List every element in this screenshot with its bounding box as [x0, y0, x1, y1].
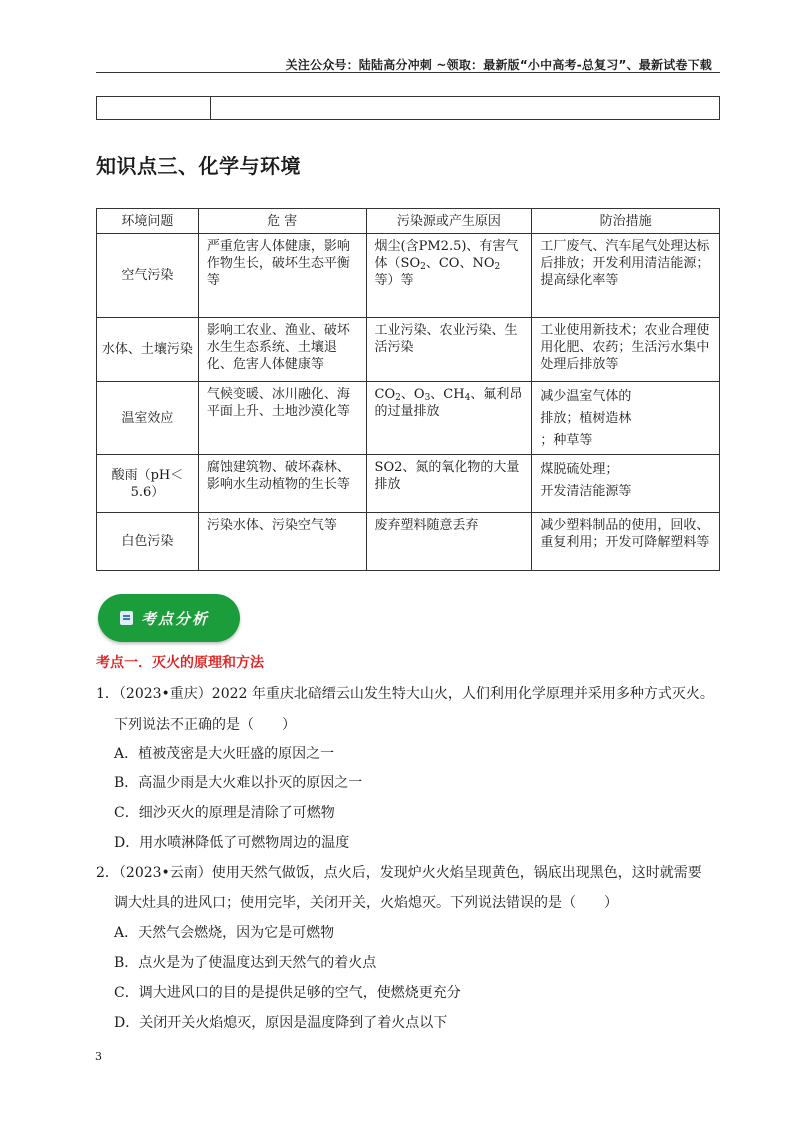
badge-label: 考点分析 [141, 609, 210, 628]
subscript: 4 [464, 393, 471, 403]
cell-issue: 酸雨（pH＜5.6） [97, 455, 199, 513]
table-row [97, 455, 720, 513]
question-1-option-d: D．用水喷淋降低了可燃物周边的温度 [114, 835, 350, 851]
notebook-icon [120, 611, 133, 625]
cause-text: 、氟利昂的过量排放 [374, 387, 523, 419]
question-1-stem: 1．（2023•重庆）2022 年重庆北碚缙云山发生特大山火，人们利用化学原理并采用多种方式灭火。 [96, 686, 714, 702]
table-row [97, 318, 720, 382]
question-2-option-a: A．天然气会燃烧，因为它是可燃物 [114, 925, 335, 941]
col-header-cause: 污染源或产生原因 [366, 209, 532, 234]
table-row [97, 513, 720, 571]
table-row [97, 382, 720, 455]
subscript: 2 [420, 262, 426, 272]
question-2-option-c: C．调大进风口的目的是提供足够的空气，使燃烧更充分 [114, 985, 461, 1001]
cause-text: CO [374, 387, 396, 402]
question-1-option-a: A．植被茂密是大火旺盛的原因之一 [114, 746, 335, 762]
cell-cause: 废弃塑料随意丢弃 [366, 513, 532, 571]
cell-measure: 工业使用新技术；农业合理使用化肥、农药；生活污水集中处理后排放等 [532, 318, 720, 382]
cell-harm: 影响工农业、渔业、破坏水生生态系统、土壤退化、危害人体健康等 [198, 318, 366, 382]
subscript: 2 [494, 262, 501, 272]
subscript: 3 [424, 393, 431, 403]
question-2-option-d: D．关闭开关火焰熄灭，原因是温度降到了着火点以下 [114, 1015, 448, 1031]
question-2-stem: 2．（2023•云南）使用天然气做饭，点火后，发现炉火火焰呈现黄色，锅底出现黑色，这时就需要 [96, 865, 702, 881]
question-1-option-b: B．高温少雨是大火难以扑灭的原因之一 [114, 775, 363, 791]
cell-issue: 空气污染 [97, 234, 199, 318]
cell-harm: 腐蚀建筑物、破坏森林、影响水生动植物的生长等 [198, 455, 366, 513]
table-divider [210, 97, 211, 119]
previous-table-fragment [96, 96, 720, 120]
measure-line: ；种草等 [540, 433, 593, 448]
cell-issue: 水体、土壤污染 [97, 318, 199, 382]
question-2-stem-cont: 调大灶具的进风口；使用完毕，关闭开关，火焰熄灭。下列说法错误的是（ ） [114, 895, 618, 911]
col-header-measure: 防治措施 [532, 209, 720, 234]
measure-line: 排放；植树造林 [540, 411, 632, 426]
col-header-issue: 环境问题 [97, 209, 199, 234]
environment-table [96, 208, 720, 571]
table-header-row [97, 209, 720, 234]
page-header: 关注公众号：陆陆高分冲刺 ~领取：最新版“小中高考-总复习”、最新试卷下载 [285, 58, 712, 72]
cell-cause [366, 234, 532, 318]
cell-measure [532, 455, 720, 513]
subscript: 2 [395, 393, 401, 403]
question-1-stem-cont: 下列说法不正确的是（ ） [114, 717, 296, 733]
header-rule [96, 72, 720, 73]
cell-issue: 温室效应 [97, 382, 199, 455]
cell-cause: 工业污染、农业污染、生活污染 [366, 318, 532, 382]
cause-text: 、CO、NO [425, 256, 495, 271]
page-number: 3 [95, 1050, 102, 1063]
cell-measure: 减少塑料制品的使用，回收、重复利用；开发可降解塑料等 [532, 513, 720, 571]
cell-measure [532, 382, 720, 455]
cause-text: 、O [400, 387, 425, 402]
kaodian-analysis-badge [98, 594, 240, 642]
cause-text: 、CH [430, 387, 465, 402]
cell-measure: 工厂废气、汽车尾气处理达标后排放；开发利用清洁能源；提高绿化率等 [532, 234, 720, 318]
question-2-option-b: B．点火是为了使温度达到天然气的着火点 [114, 955, 377, 971]
section-title: 知识点三、化学与环境 [96, 154, 301, 178]
cell-cause: SO2、氮的氧化物的大量排放 [366, 455, 532, 513]
measure-line: 开发清洁能源等 [540, 484, 632, 499]
measure-line: 煤脱硫处理； [540, 462, 619, 477]
cell-harm: 严重危害人体健康，影响作物生长，破坏生态平衡等 [198, 234, 366, 318]
col-header-harm: 危 害 [198, 209, 366, 234]
cell-harm: 气候变暖、冰川融化、海平面上升、土地沙漠化等 [198, 382, 366, 455]
cause-text: 等）等 [374, 273, 414, 288]
cell-issue: 白色污染 [97, 513, 199, 571]
cell-harm: 污染水体、污染空气等 [198, 513, 366, 571]
question-1-option-c: C．细沙灭火的原理是清除了可燃物 [114, 805, 335, 821]
measure-line: 减少温室气体的 [540, 389, 632, 404]
kaodian-title: 考点一．灭火的原理和方法 [96, 655, 264, 671]
cell-cause [366, 382, 532, 455]
table-row [97, 234, 720, 318]
cause-text: 烟尘(含PM2.5)、有害气体（SO [374, 239, 519, 271]
